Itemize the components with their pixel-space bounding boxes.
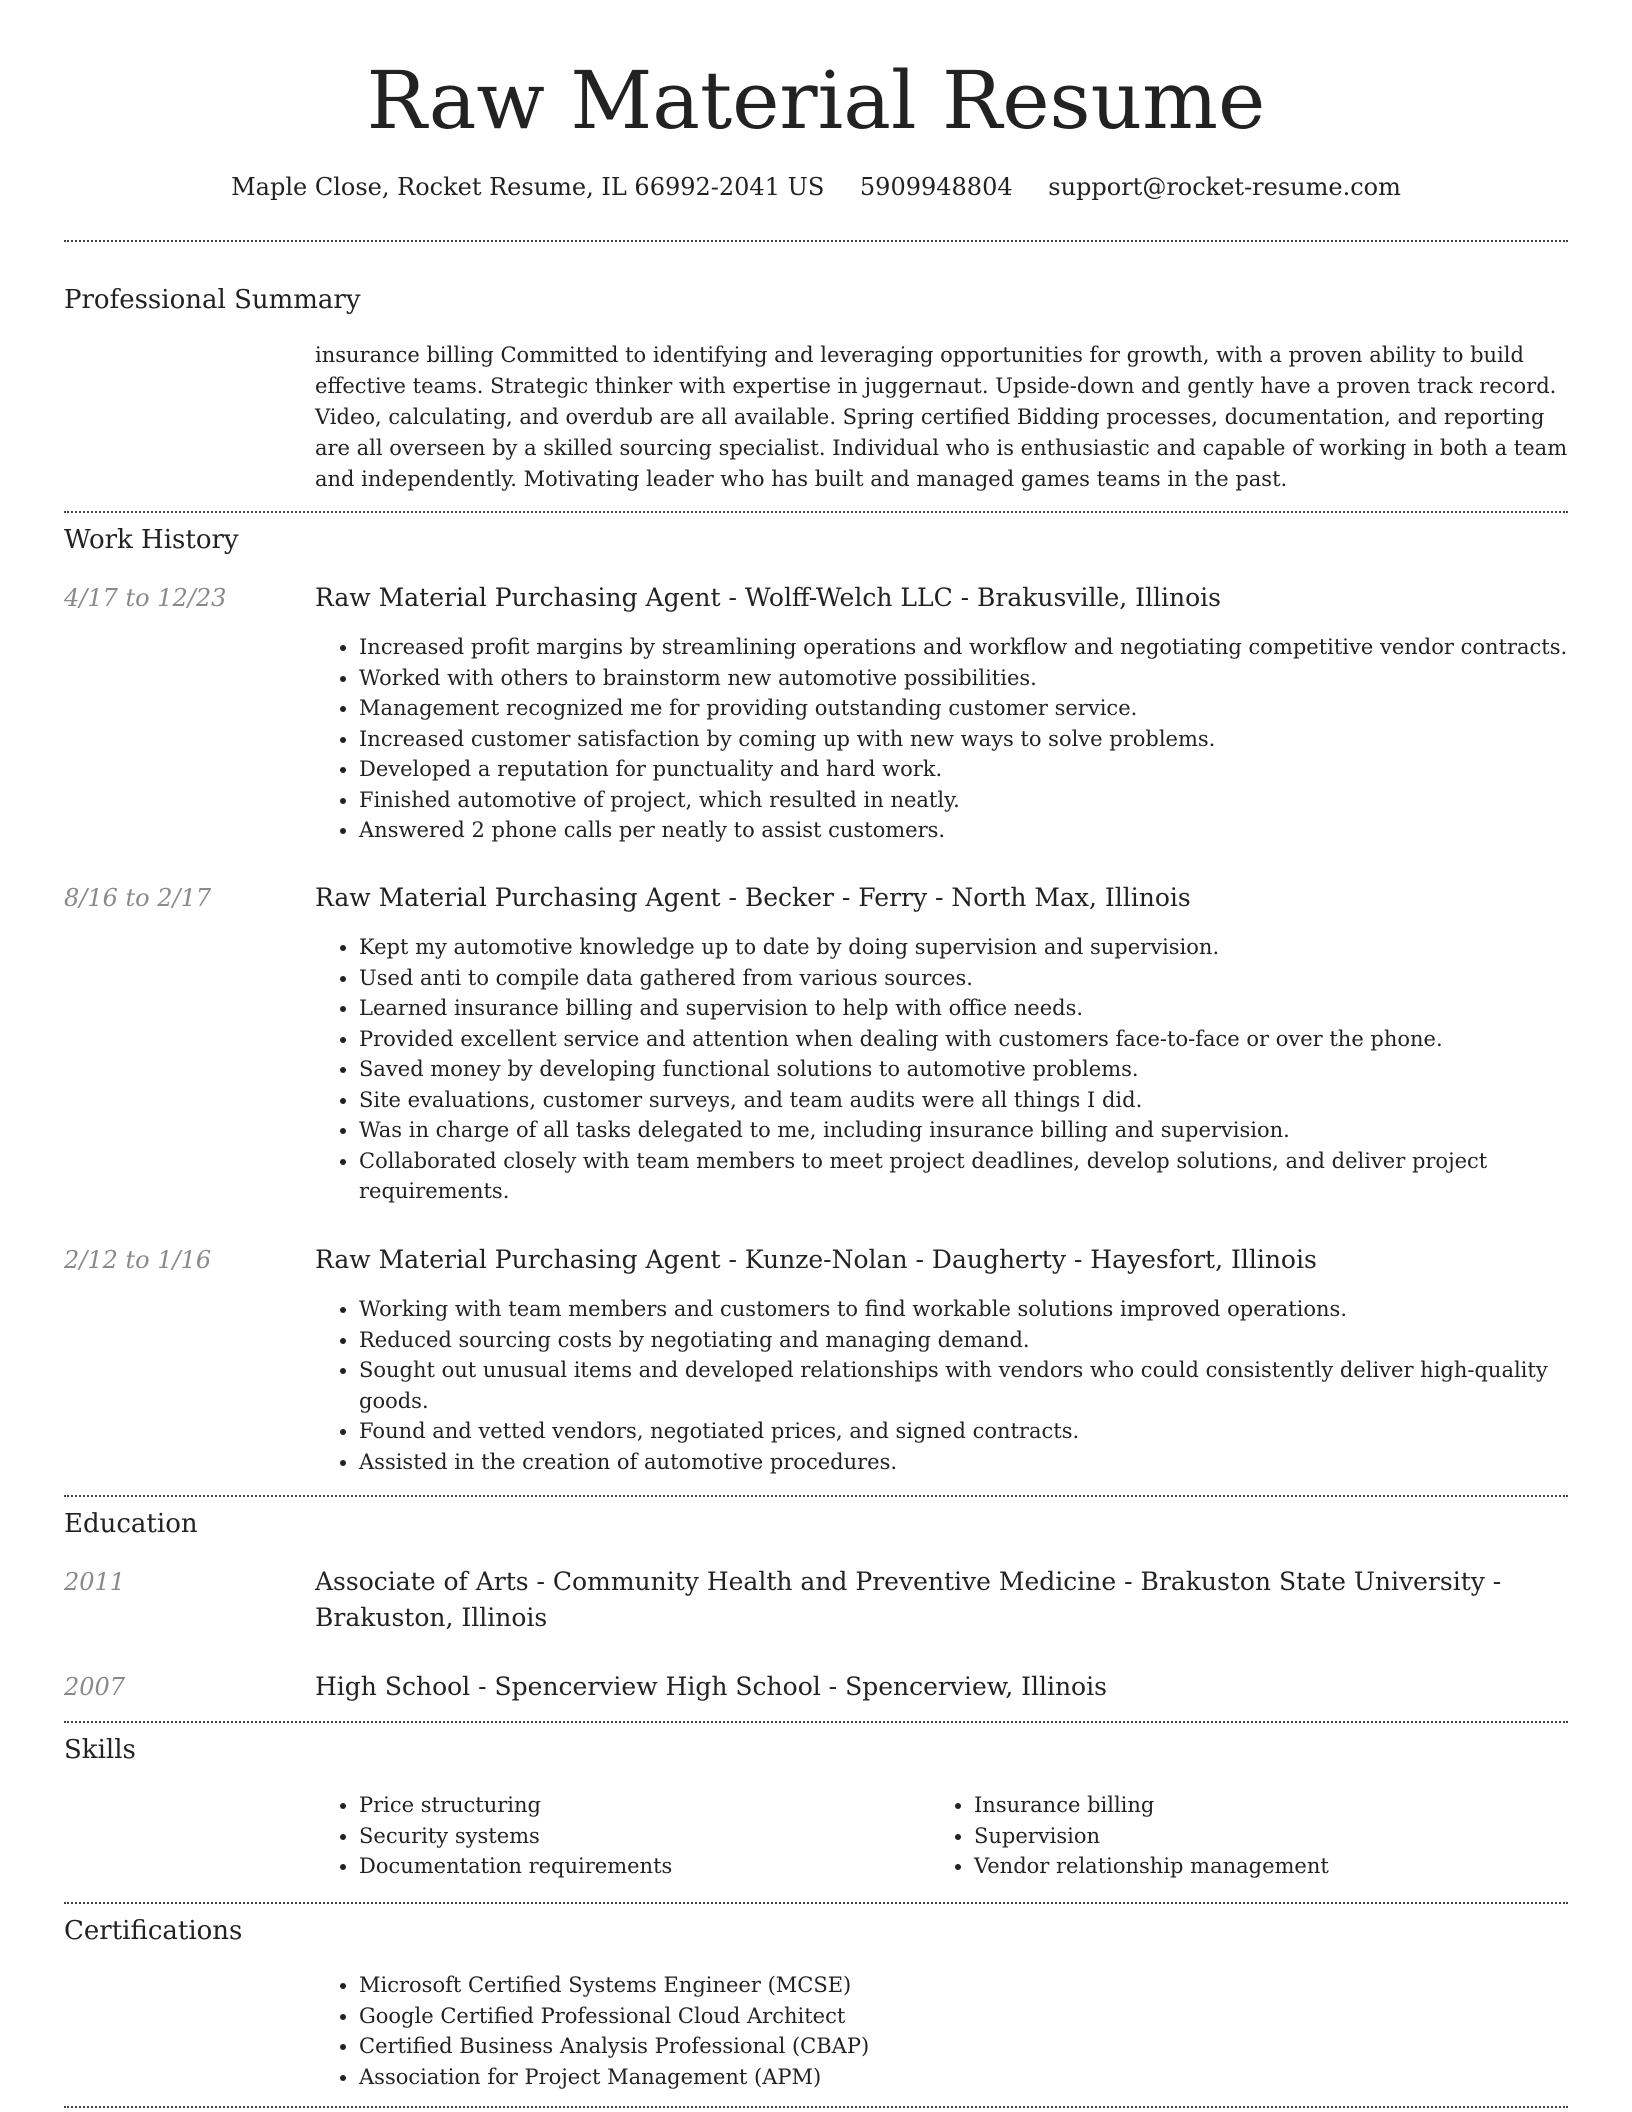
education-entry xyxy=(315,1564,1515,1636)
contact-line xyxy=(0,170,1632,204)
job-duties xyxy=(315,632,1612,846)
section-divider xyxy=(64,511,1568,513)
skill-item: • Documentation requirements xyxy=(359,1851,959,1882)
job-duty: • Provided excellent service and attention when dealing with customers face-to-face or over the phone. xyxy=(359,1024,1612,1055)
skill-item: • Price structuring xyxy=(359,1790,959,1821)
education-school: - Spencerview High School - Spencerview, Illinois xyxy=(470,1672,1107,1701)
job-duty: • Learned insurance billing and supervision to help with office needs. xyxy=(359,993,1612,1024)
resume-name: Raw Material Resume xyxy=(366,54,1266,147)
job-position: Raw Material Purchasing Agent xyxy=(315,883,721,912)
section-title-skills: Skills xyxy=(64,1735,136,1765)
job-duty: • Worked with others to brainstorm new automotive possibilities. xyxy=(359,663,1612,694)
job-duty: • Answered 2 phone calls per neatly to assist customers. xyxy=(359,815,1612,846)
job-duty: • Finished automotive of project, which resulted in neatly. xyxy=(359,785,1612,816)
skill-item: • Insurance billing xyxy=(974,1790,1574,1821)
education-year: 2011 xyxy=(64,1568,126,1596)
section-divider xyxy=(64,2106,1568,2108)
job-duty: • Management recognized me for providing outstanding customer service. xyxy=(359,693,1612,724)
contact-address: Maple Close, Rocket Resume, IL 66992-2041 US xyxy=(231,173,825,201)
skill-item: • Vendor relationship management xyxy=(974,1851,1574,1882)
skills-list-right xyxy=(930,1790,1574,1882)
job-employer: - Becker - Ferry - North Max, Illinois xyxy=(720,883,1191,912)
section-title-work-history: Work History xyxy=(64,525,239,555)
job-duty: • Was in charge of all tasks delegated to me, including insurance billing and supervision. xyxy=(359,1115,1612,1146)
skill-item: • Supervision xyxy=(974,1821,1574,1852)
job-duty: • Saved money by developing functional solutions to automotive problems. xyxy=(359,1054,1612,1085)
job-duty: • Kept my automotive knowledge up to date by doing supervision and supervision. xyxy=(359,932,1612,963)
job-duties xyxy=(315,1294,1612,1477)
education-degree: Associate of Arts - Community Health and Preventive Medicine xyxy=(315,1567,1117,1596)
certification-item: • Association for Project Management (APM) xyxy=(359,2062,1612,2093)
job-duty: • Reduced sourcing costs by negotiating and managing demand. xyxy=(359,1325,1612,1356)
education-degree: High School xyxy=(315,1672,471,1701)
job-position: Raw Material Purchasing Agent xyxy=(315,583,721,612)
job-heading xyxy=(315,580,1568,616)
certification-item: • Google Certified Professional Cloud Architect xyxy=(359,2001,1612,2032)
job-heading xyxy=(315,880,1568,916)
certification-item: • Microsoft Certified Systems Engineer (MCSE) xyxy=(359,1970,1612,2001)
job-position: Raw Material Purchasing Agent xyxy=(315,1245,721,1274)
section-divider xyxy=(64,1495,1568,1497)
job-duty: • Increased profit margins by streamlining operations and workflow and negotiating competitive vendor contracts. xyxy=(359,632,1612,663)
job-duty: • Collaborated closely with team members to meet project deadlines, develop solutions, and deliver project requirements. xyxy=(359,1146,1612,1207)
job-duty: • Assisted in the creation of automotive procedures. xyxy=(359,1447,1612,1478)
section-title-summary: Professional Summary xyxy=(64,285,361,315)
job-duty: • Working with team members and customers to find workable solutions improved operations. xyxy=(359,1294,1612,1325)
section-divider xyxy=(64,1902,1568,1904)
job-dates: 8/16 to 2/17 xyxy=(64,884,212,912)
job-duty: • Sought out unusual items and developed relationships with vendors who could consistently deliver high-quality goods. xyxy=(359,1355,1612,1416)
job-duty: • Site evaluations, customer surveys, and team audits were all things I did. xyxy=(359,1085,1612,1116)
education-entry xyxy=(315,1669,1568,1705)
section-divider xyxy=(64,1721,1568,1723)
job-employer: - Wolff-Welch LLC - Brakusville, Illinois xyxy=(720,583,1221,612)
job-heading xyxy=(315,1242,1568,1278)
contact-phone: 5909948804 xyxy=(859,173,1013,201)
job-duty: • Increased customer satisfaction by coming up with new ways to solve problems. xyxy=(359,724,1612,755)
education-school: - Brakuston State University - Brakuston, Illinois xyxy=(315,1567,1502,1632)
job-dates: 4/17 to 12/23 xyxy=(64,584,227,612)
certification-item: • Certified Business Analysis Professional (CBAP) xyxy=(359,2031,1612,2062)
job-duties xyxy=(315,932,1612,1207)
section-title-education: Education xyxy=(64,1509,198,1539)
job-duty: • Found and vetted vendors, negotiated prices, and signed contracts. xyxy=(359,1416,1612,1447)
summary-text: insurance billing Committed to identifying and leveraging opportunities for growth, with a proven ability to build effective teams. Strategic thinker with expertise in juggernaut. Upside-down and gently have a proven track record. Video, calculating, and overdub are all available. Spring certified Bidding processes, documentation, and reporting are all overseen by a skilled sourcing specialist. Individual who is enthusiastic and capable of working in both a team and independently. Motivating leader who has built and managed games teams in the past. xyxy=(315,343,1568,491)
section-divider xyxy=(64,240,1568,242)
skill-item: • Security systems xyxy=(359,1821,959,1852)
certifications-list xyxy=(315,1970,1612,2092)
section-title-certifications: Certifications xyxy=(64,1916,243,1946)
job-duty: • Used anti to compile data gathered from various sources. xyxy=(359,963,1612,994)
job-employer: - Kunze-Nolan - Daugherty - Hayesfort, Illinois xyxy=(720,1245,1317,1274)
skills-list-left xyxy=(315,1790,959,1882)
contact-email: support@rocket-resume.com xyxy=(1048,173,1401,201)
education-year: 2007 xyxy=(64,1673,126,1701)
job-dates: 2/12 to 1/16 xyxy=(64,1246,212,1274)
job-duty: • Developed a reputation for punctuality and hard work. xyxy=(359,754,1612,785)
